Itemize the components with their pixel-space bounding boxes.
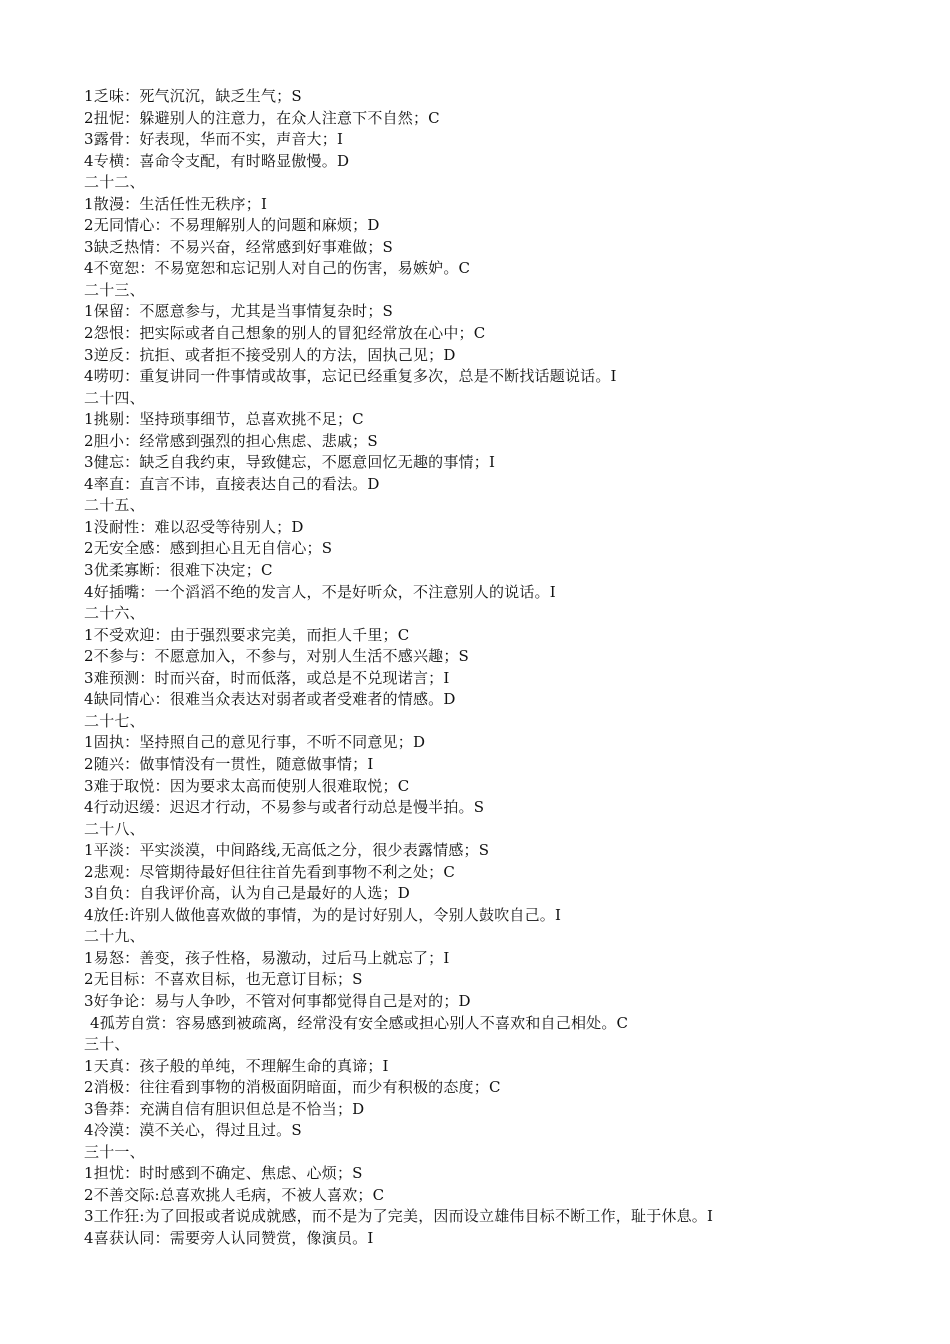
section-heading: 三十一、 [84,1142,145,1161]
text-line: 1天真：孩子般的单纯，不理解生命的真谛；I [84,1056,389,1075]
text-line: 1保留：不愿意参与，尤其是当事情复杂时；S [84,302,394,321]
text-line: 3露骨：好表现，华而不实，声音大；I [84,130,344,149]
text-line: 3逆反：抗拒、或者拒不接受别人的方法，固执己见；D [84,345,456,364]
text-line: 4唠叨：重复讲同一件事情或故事，忘记已经重复多次，总是不断找话题说话。I [84,367,617,386]
text-line: 3缺乏热情：不易兴奋，经常感到好事难做；S [84,237,394,256]
text-line: 4缺同情心：很难当众表达对弱者或者受难者的情感。D [84,690,456,709]
text-line: 3难预测：时而兴奋，时而低落，或总是不兑现诺言；I [84,668,450,687]
text-line: 2怨恨：把实际或者自己想象的别人的冒犯经常放在心中；C [84,324,486,343]
text-line: 2无安全感：感到担心且无自信心；S [84,539,333,558]
text-line: 2随兴：做事情没有一贯性，随意做事情；I [84,754,374,773]
text-line: 2消极：往往看到事物的消极面阴暗面，而少有积极的态度；C [84,1078,501,1097]
document-body [84,86,924,1250]
section-heading: 二十九、 [84,927,145,946]
text-line: 3工作狂:为了回报或者说成就感，而不是为了完美，因而设立雄伟目标不断工作，耻于休息。I [84,1207,714,1226]
text-line: 3自负：自我评价高，认为自己是最好的人选；D [84,884,410,903]
text-line: 1担忧：时时感到不确定、焦虑、心烦；S [84,1164,363,1183]
text-line: 4放任:许别人做他喜欢做的事情，为的是讨好别人，令别人鼓吹自己。I [84,905,562,924]
text-line: 1散漫：生活任性无秩序；I [84,194,268,213]
text-line: 2悲观：尽管期待最好但往往首先看到事物不利之处；C [84,862,456,881]
text-line: 3难于取悦：因为要求太高而使别人很难取悦；C [84,776,410,795]
text-line: 3优柔寡断：很难下决定；C [84,561,273,580]
section-heading: 二十三、 [84,280,145,299]
text-line: 1易怒：善变，孩子性格，易激动，过后马上就忘了；I [84,948,450,967]
text-line: 4率直：直言不讳，直接表达自己的看法。D [84,474,380,493]
text-line: 2不参与：不愿意加入，不参与，对别人生活不感兴趣；S [84,647,470,666]
text-line: 1乏味：死气沉沉，缺乏生气；S [84,87,302,105]
section-heading: 三十、 [84,1035,130,1054]
text-line: 3好争论：易与人争吵，不管对何事都觉得自己是对的；D [84,991,471,1010]
text-line: 1平淡：平实淡漠，中间路线,无高低之分，很少表露情感；S [84,841,490,860]
text-line: 4不宽恕：不易宽恕和忘记别人对自己的伤害，易嫉妒。C [84,259,471,278]
text-line: 1没耐性：难以忍受等待别人；D [84,517,304,536]
text-line: 2胆小：经常感到强烈的担心焦虑、悲戚；S [84,431,378,450]
text-line: 1挑剔：坚持琐事细节，总喜欢挑不足；C [84,410,364,429]
text-line: 2不善交际:总喜欢挑人毛病，不被人喜欢；C [84,1185,385,1204]
text-line: 4喜获认同：需要旁人认同赞赏，像演员。I [84,1228,374,1247]
text-line: 4好插嘴：一个滔滔不绝的发言人，不是好听众，不注意别人的说话。I [84,582,556,601]
text-line: 4专横：喜命令支配，有时略显傲慢。D [84,151,350,170]
section-heading: 二十二、 [84,173,145,192]
text-line: 2扭怩：躲避别人的注意力，在众人注意下不自然；C [84,108,440,127]
text-line: 2无同情心：不易理解别人的问题和麻烦；D [84,216,380,235]
text-line: 4孤芳自赏：容易感到被疏离，经常没有安全感或担心别人不喜欢和自己相处。C [90,1013,629,1032]
text-line: 2无目标：不喜欢目标，也无意订目标；S [84,970,363,989]
text-line: 4行动迟缓：迟迟才行动，不易参与或者行动总是慢半拍。S [84,798,485,817]
section-heading: 二十七、 [84,711,145,730]
text-line: 1不受欢迎：由于强烈要求完美，而拒人千里；C [84,625,410,644]
section-heading: 二十八、 [84,819,145,838]
text-line: 1固执：坚持照自己的意见行事，不听不同意见；D [84,733,426,752]
section-heading: 二十五、 [84,496,145,515]
text-line: 3鲁莽：充满自信有胆识但总是不恰当；D [84,1099,365,1118]
section-heading: 二十六、 [84,604,145,623]
text-line: 3健忘：缺乏自我约束，导致健忘，不愿意回忆无趣的事情；I [84,453,496,472]
section-heading: 二十四、 [84,388,145,407]
text-line: 4冷漠：漠不关心，得过且过。S [84,1121,302,1140]
